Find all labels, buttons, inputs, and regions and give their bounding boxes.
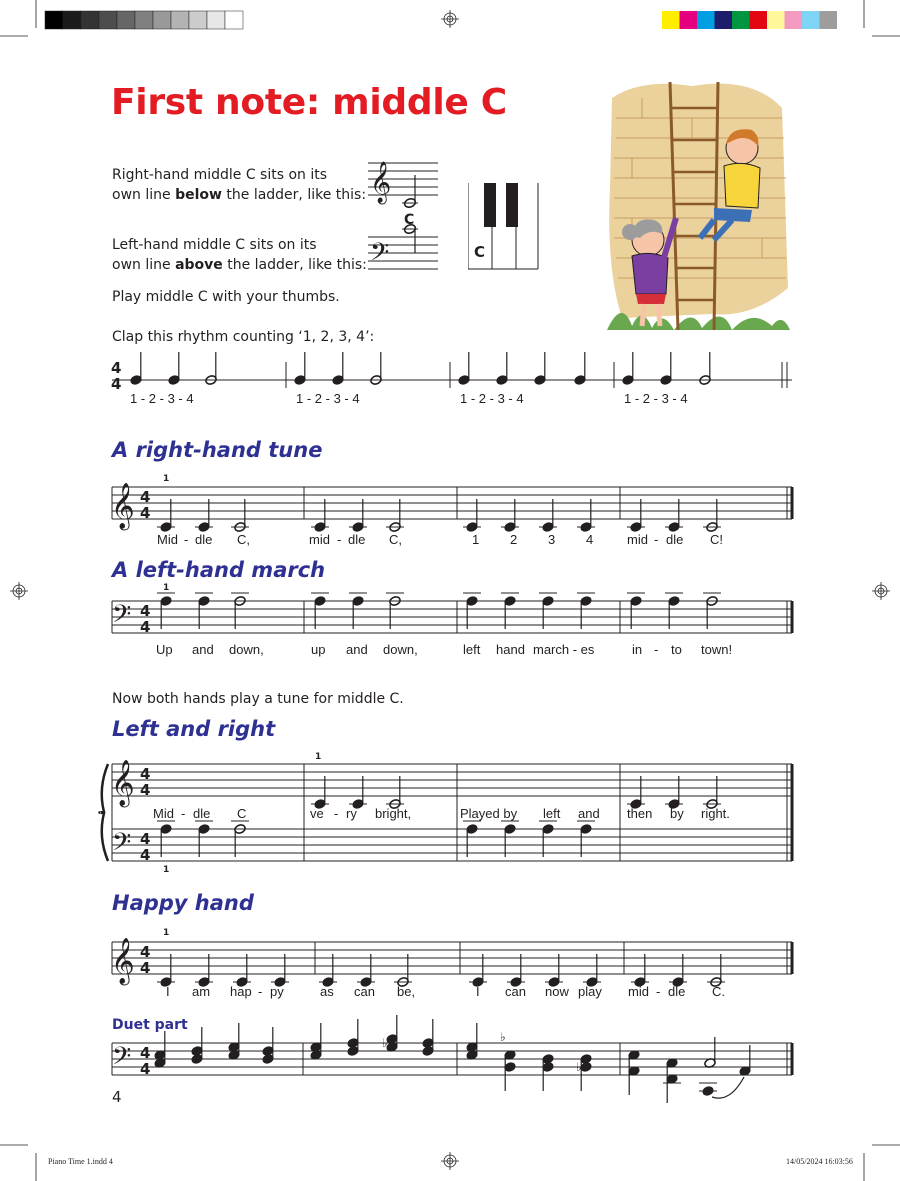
lyric: mid — [627, 532, 648, 547]
lyric: by — [670, 806, 684, 821]
time-signature: 4 — [111, 375, 122, 393]
lyric: dle — [668, 984, 686, 999]
play-instruction: Play middle C with your thumbs. — [112, 289, 340, 305]
lyric: - — [656, 984, 661, 999]
lyric: town! — [701, 642, 733, 657]
lyric: hand — [496, 642, 525, 657]
clap-instruction: Clap this rhythm counting ‘1, 2, 3, 4’: — [112, 329, 375, 345]
time-signature: 4 — [140, 846, 151, 864]
treble-clef-icon: 𝄞 — [111, 760, 135, 806]
lyric: 3 — [548, 532, 556, 547]
lyric: and — [192, 642, 214, 657]
lyric: ve — [310, 806, 324, 821]
time-signature: 4 — [140, 781, 151, 799]
lyric: Played by — [460, 806, 518, 821]
lyric: now — [545, 984, 569, 999]
finger-number: 1 — [163, 865, 170, 875]
treble-clef-icon: 𝄞 — [111, 938, 135, 984]
lyric: C! — [710, 532, 723, 547]
finger-number: 1 — [163, 583, 170, 593]
footer-filename: Piano Time 1.indd 4 — [48, 1157, 113, 1166]
lyric: be, — [397, 984, 416, 999]
time-signature: 4 — [111, 359, 122, 377]
lyric: left — [463, 642, 481, 657]
flat-icon: ♭ — [382, 1036, 388, 1050]
bass-clef-icon: 𝄢 — [112, 1042, 132, 1077]
lyric: in — [632, 642, 643, 657]
slur — [712, 1077, 744, 1098]
lh-line-1: Left-hand middle C sits on its — [112, 237, 317, 253]
lyric: dle — [666, 532, 684, 547]
lyric: I — [166, 984, 170, 999]
treble-clef-icon: 𝄞 — [111, 483, 135, 529]
lyric: C — [237, 806, 247, 821]
lyric: then — [627, 806, 653, 821]
lyric: py — [270, 984, 284, 999]
lh-line-2: own line above the ladder, like this: — [112, 257, 367, 273]
rhythm-count-4: 1 - 2 - 3 - 4 — [624, 391, 688, 406]
heading-right-hand-tune: A right-hand tune — [112, 438, 323, 462]
lyric: C, — [389, 532, 402, 547]
lyric: mid — [628, 984, 649, 999]
page-title: First note: middle C — [111, 82, 507, 123]
brace — [100, 764, 109, 861]
heading-happy-hand: Happy hand — [112, 891, 254, 915]
lyric: - — [258, 984, 263, 999]
lyric: down, — [383, 642, 418, 657]
lyric: - — [654, 642, 659, 657]
lyric: - — [337, 532, 342, 547]
lyric: dle — [193, 806, 211, 821]
finger-number: 1 — [315, 752, 322, 762]
bass-clef-icon: 𝄢 — [112, 600, 132, 635]
time-signature: 4 — [140, 959, 151, 977]
finger-number: 1 — [163, 928, 170, 938]
lyric: mid — [309, 532, 330, 547]
rhythm-count-3: 1 - 2 - 3 - 4 — [460, 391, 524, 406]
time-signature: 4 — [140, 618, 151, 636]
lyric: Mid — [153, 806, 174, 821]
time-signature: 4 — [140, 830, 151, 848]
time-signature: 4 — [140, 943, 151, 961]
lyric: 4 — [586, 532, 594, 547]
lyric: - — [654, 532, 659, 547]
lyric: C, — [237, 532, 250, 547]
lyric: 2 — [510, 532, 518, 547]
lyric: as — [320, 984, 334, 999]
time-signature: 4 — [140, 488, 151, 506]
lyric: can — [354, 984, 375, 999]
lyric: am — [192, 984, 211, 999]
lyric: - — [334, 806, 339, 821]
lyric: C. — [712, 984, 725, 999]
lyric: march - es — [533, 642, 595, 657]
lyric: to — [671, 642, 682, 657]
rhythm-count-2: 1 - 2 - 3 - 4 — [296, 391, 360, 406]
lyric: Mid — [157, 532, 178, 547]
rhythm-count-1: 1 - 2 - 3 - 4 — [130, 391, 194, 406]
lyric: dle — [195, 532, 213, 547]
lyric: hap — [230, 984, 252, 999]
lyric: 1 — [472, 532, 480, 547]
treble-clef-icon: 𝄞 — [370, 162, 392, 203]
lyric: can — [505, 984, 526, 999]
staff-c-label: C — [404, 212, 415, 228]
flat-icon: ♭ — [500, 1030, 506, 1044]
rh-line-2: own line below the ladder, like this: — [112, 187, 367, 203]
heading-left-hand-march: A left-hand march — [112, 558, 326, 582]
lyric: right. — [701, 806, 730, 821]
lyric: up — [311, 642, 326, 657]
key-c-label: C — [474, 243, 486, 261]
lyric: - — [181, 806, 186, 821]
time-signature: 4 — [140, 1044, 151, 1062]
lyric: - — [184, 532, 189, 547]
lyric: ry — [346, 806, 357, 821]
heading-left-and-right: Left and right — [112, 717, 276, 741]
duet-part-label: Duet part — [112, 1017, 188, 1033]
rh-line-1: Right-hand middle C sits on its — [112, 167, 328, 183]
time-signature: 4 — [140, 504, 151, 522]
lyric: down, — [229, 642, 264, 657]
time-signature: 4 — [140, 1060, 151, 1078]
lyric: Up — [156, 642, 173, 657]
lyric: play — [578, 984, 602, 999]
bass-clef-icon: 𝄢 — [370, 238, 390, 273]
time-signature: 4 — [140, 765, 151, 783]
lyric: and — [346, 642, 368, 657]
lyric: dle — [348, 532, 366, 547]
lyric: bright, — [375, 806, 412, 821]
bass-clef-icon: 𝄢 — [112, 828, 132, 863]
page-number: 4 — [112, 1088, 122, 1106]
flat-icon: ♭ — [576, 1060, 582, 1074]
lyric: and — [578, 806, 600, 821]
time-signature: 4 — [140, 602, 151, 620]
both-hands-instruction: Now both hands play a tune for middle C. — [112, 691, 404, 707]
footer-timestamp: 14/05/2024 16:03:56 — [786, 1157, 853, 1166]
finger-number: 1 — [163, 474, 170, 484]
lyric: I — [476, 984, 480, 999]
lyric: left — [543, 806, 561, 821]
